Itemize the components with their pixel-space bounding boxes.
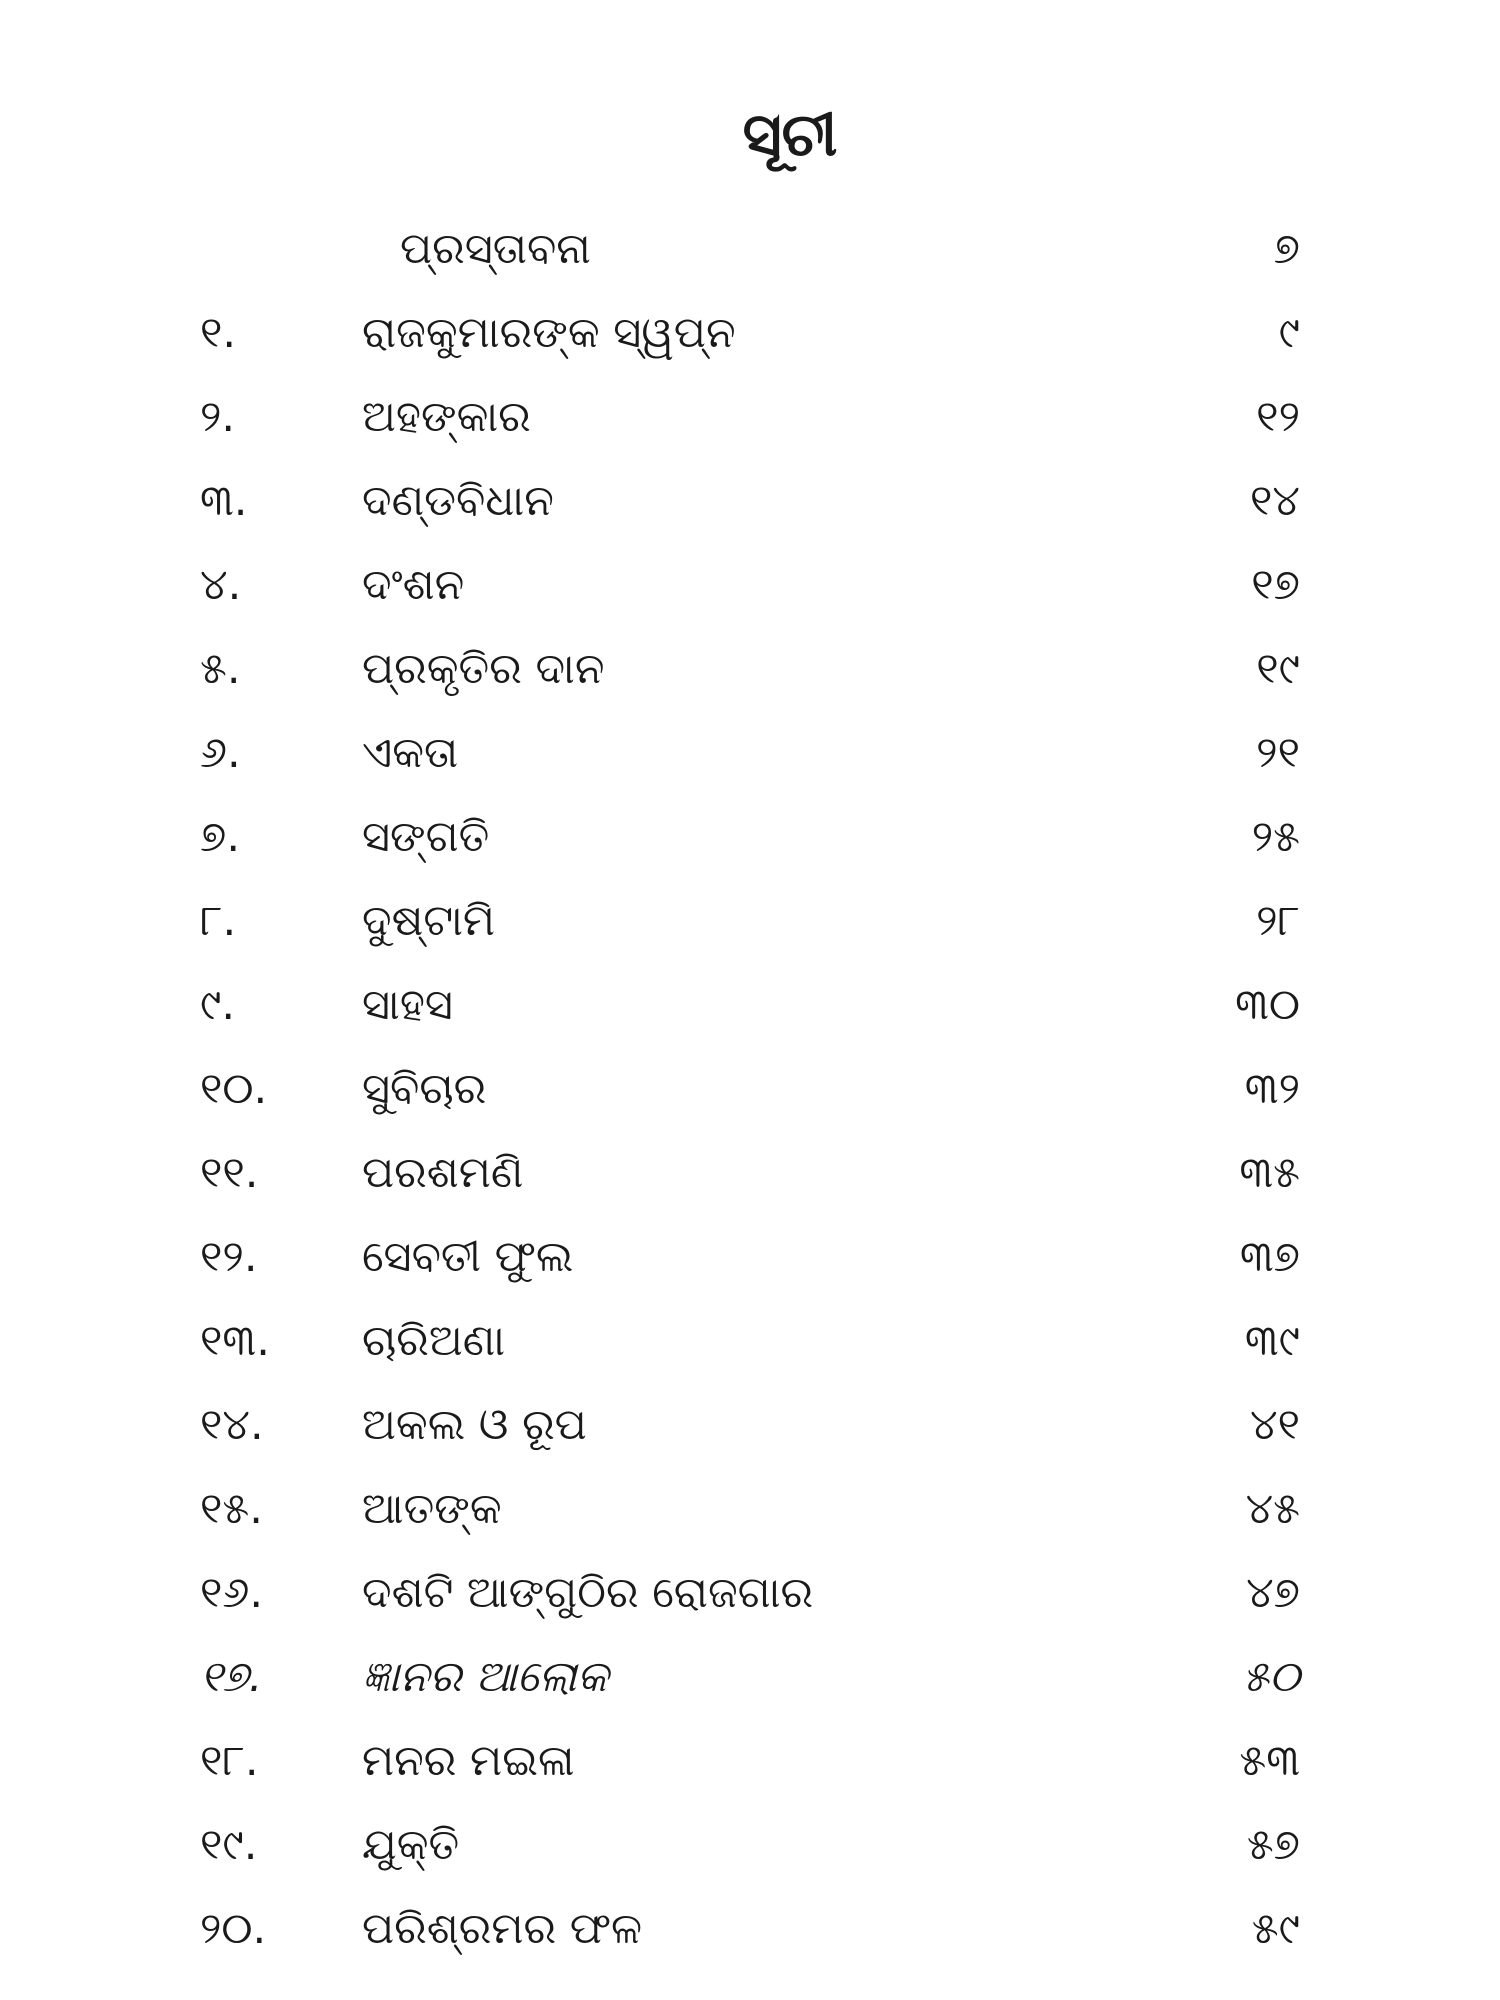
entry-number: ୭. [200,812,240,862]
entry-title: ଅକଲ ଓ ରୂପ [362,1400,587,1450]
entry-number: ୮. [200,896,237,946]
entry-number: ୫. [200,644,241,694]
toc-entry [0,464,1500,538]
entry-page: ୫୭ [1246,1820,1300,1870]
entry-title: ଦୁଷ୍ଟାମି [362,896,496,946]
toc-entry [0,1556,1500,1630]
entry-page: ୧୯ [1256,644,1300,694]
toc-entry [0,800,1500,874]
entry-title: ସେବତୀ ଫୁଲ [362,1232,574,1282]
entry-title: ଏକତା [362,728,459,778]
entry-number: ୧୬. [200,1568,264,1618]
toc-entry-preface [0,212,1500,286]
entry-page: ୪୧ [1250,1400,1300,1450]
entry-page: ୫୯ [1251,1904,1300,1954]
entry-number: ୧୧. [200,1148,259,1198]
entry-page: ୩୦ [1235,980,1300,1030]
entry-number: ୧୪. [200,1400,264,1450]
entry-page: ୧୭ [1251,560,1300,610]
entry-title: ପରଶମଣି [362,1148,524,1198]
toc-entry [0,1640,1500,1714]
toc-entry [0,1052,1500,1126]
toc-entry [0,548,1500,622]
entry-title: ପ୍ରକୃତିର ଦାନ [362,644,605,694]
entry-page: ୭ [1273,224,1300,274]
entry-page: ୯ [1278,308,1300,358]
entry-title: ରାଜକୁମାରଙ୍କ ସ୍ୱପ୍ନ [362,308,736,358]
entry-page: ୧୨ [1256,392,1300,442]
entry-title: ସଙ୍ଗତି [362,812,490,862]
entry-page: ୨୧ [1256,728,1300,778]
entry-title: ଆତଙ୍କ [362,1484,502,1534]
entry-number: ୧୩. [200,1316,270,1366]
entry-number: ୨୦. [200,1904,267,1954]
toc-entry [0,1472,1500,1546]
entry-page: ୪୭ [1246,1568,1300,1618]
entry-page: ୫୦ [1242,1652,1300,1702]
toc-entry [0,884,1500,958]
entry-page: ୩୯ [1244,1316,1300,1366]
entry-page: ୩୫ [1239,1148,1300,1198]
entry-number: ୬. [200,728,241,778]
entry-page: ୨୫ [1251,812,1300,862]
toc-entry [0,1304,1500,1378]
entry-title: ଜ୍ଞାନର ଆଲୋକ [362,1652,609,1702]
page-title: ସୂଚୀ [742,100,838,170]
entry-number: ୧୯. [200,1820,258,1870]
entry-number: ୧. [200,308,237,358]
toc-entry [0,1892,1500,1966]
toc-entry [0,380,1500,454]
toc-entry [0,1136,1500,1210]
entry-title: ଦଂଶନ [362,560,465,610]
entry-title: ସାହସ [362,980,453,1030]
entry-page: ୧୪ [1250,476,1300,526]
entry-title: ମନର ମଇଳା [362,1736,575,1786]
entry-title: ପରିଶ୍ରମର ଫଳ [362,1904,643,1954]
entry-title: ଦଶଟି ଆଙ୍ଗୁଠିର ରୋଜଗାର [362,1568,814,1618]
toc-entry [0,1220,1500,1294]
toc-entry [0,716,1500,790]
entry-page: ୩୨ [1244,1064,1300,1114]
toc-entry [0,1724,1500,1798]
entry-number: ୧୫. [200,1484,263,1534]
entry-number: ୯. [200,980,236,1030]
entry-page: ୪୫ [1245,1484,1300,1534]
entry-page: ୫୩ [1239,1736,1300,1786]
entry-title: ଚାରିଅଣା [362,1316,506,1366]
toc-entry [0,296,1500,370]
entry-title: ସୁବିଚାର [362,1064,487,1114]
entry-number: ୧୨. [200,1232,258,1282]
entry-title: ପ୍ରସ୍ତାବନା [400,224,591,274]
entry-number: ୧୭. [200,1652,263,1702]
toc-entry [0,968,1500,1042]
entry-page: ୩୭ [1239,1232,1300,1282]
entry-number: ୪. [200,560,242,610]
entry-number: ୨. [200,392,236,442]
entry-title: ଯୁକ୍ତି [362,1820,460,1870]
entry-title: ଦଣ୍ଡବିଧାନ [362,476,554,526]
entry-number: ୩. [200,476,248,526]
entry-number: ୧୮. [200,1736,259,1786]
entry-number: ୧୦. [200,1064,268,1114]
toc-entry [0,632,1500,706]
toc-entry [0,1808,1500,1882]
entry-title: ଅହଙ୍କାର [362,392,531,442]
entry-page: ୨୮ [1256,896,1300,946]
toc-entry [0,1388,1500,1462]
